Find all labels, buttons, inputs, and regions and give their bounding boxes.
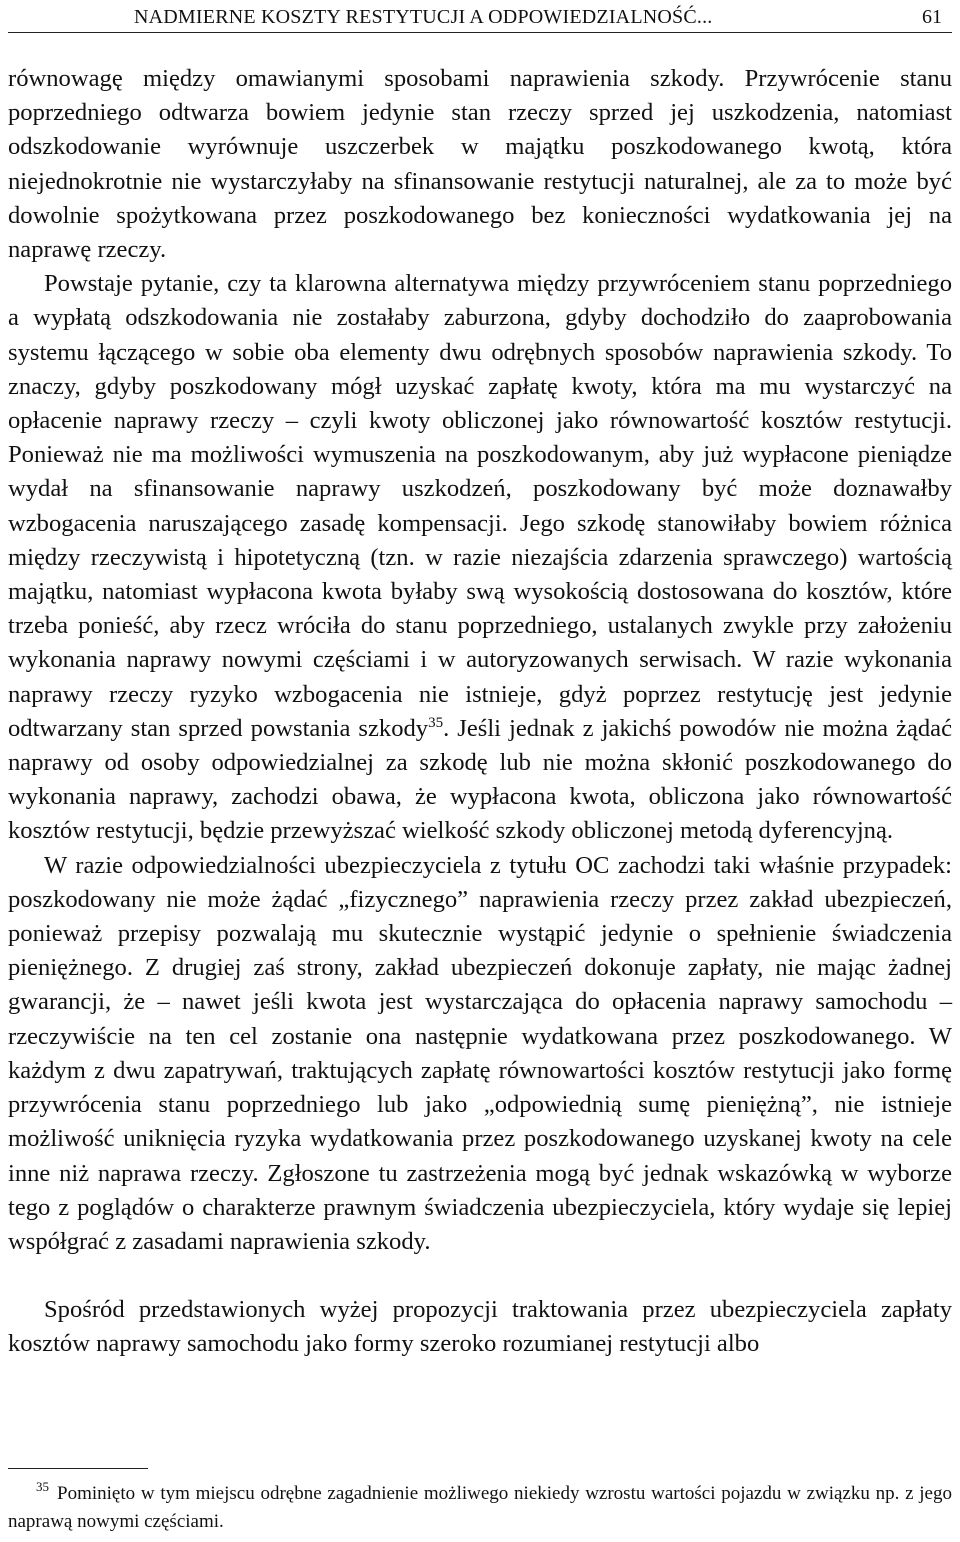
- running-title: NADMIERNE KOSZTY RESTYTUCJI A ODPOWIEDZIALNOŚĆ...: [134, 6, 713, 28]
- paragraph-4: Spośród przedstawionych wyżej propozycji traktowania przez ubezpieczyciela zapłaty kosztów naprawy samochodu jako formy szeroko rozumianej restytucji albo: [8, 1296, 952, 1358]
- paragraph-2: [8, 267, 952, 848]
- paragraph-2-part-b: . Jeśli jednak z jakichś powodów nie można żądać naprawy od osoby odpowiedzialnej za szkodę lub nie można skłonić poszkodowanego do wykonania naprawy, zachodzi obawa, że wypłacona kwota, obliczona jako równowartość kosztów restytucji, będzie przewyższać wielkość szkody obliczonej metodą dyferencyjną.: [8, 714, 952, 845]
- paragraph-3: W razie odpowiedzialności ubezpieczyciela z tytułu OC zachodzi taki właśnie przypadek: poszkodowany nie może żądać „fizycznego” naprawienia rzeczy przez zakład ubezpieczeń, ponieważ przepisy pozwalają mu skutecznie wystąpić jedynie o spełnienie świadczenia pieniężnego. Z drugiej zaś strony, zakład ubezpieczeń dokonuje zapłaty, nie mając żadnej gwarancji, że – nawet jeśli kwota jest wystarczająca do opłacenia naprawy samochodu – rzeczywiście na ten cel zostanie ona następnie wydatkowana przez poszkodowanego. W każdym z dwu zapatrywań, traktujących zapłatę równowartości kosztów restytucji jako formę przywrócenia stanu poprzedniego lub jako „odpowiednią sumę pieniężną”, nie istnieje możliwość uniknięcia ryzyka wydatkowania przez poszkodowanego uzyskanej kwoty na cele inne niż naprawa rzeczy. Zgłoszone tu zastrzeżenia mogą być jednak wskazówką w wyborze tego z poglądów o charakterze prawnym świadczenia ubezpieczyciela, który wydaje się lepiej współgrać z zasadami naprawienia szkody.: [8, 851, 952, 1255]
- paragraph-2-part-a: Powstaje pytanie, czy ta klarowna alternatywa między przywróceniem stanu poprzedniego a wypłatą odszkodowania nie zostałaby zaburzona, gdyby dochodziło do zaaprobowania systemu łączącego w sobie oba elementy dwu odrębnych sposobów naprawienia szkody. To znaczy, gdyby poszkodowany mógł uzyskać zapłatę kwoty, która ma mu wystarczyć na opłacenie naprawy rzeczy – czyli kwoty obliczonej jako równowartość kosztów restytucji. Ponieważ nie ma możliwości wymuszenia na poszkodowanym, aby już wypłacone pieniądze wydał na sfinansowanie naprawy uszkodzeń, poszkodowany być może doznawałby wzbogacenia naruszającego zasadę kompensacji. Jego szkodę stanowiłaby bowiem różnica między rzeczywistą i hipotetyczną (tzn. w razie niezajścia zdarzenia sprawczego) wartością majątku, natomiast wypłacona kwota byłaby swą wysokością dostosowana do kosztów, które trzeba ponieść, aby rzecz wróciła do stanu poprzedniego, ustalanych zwykle przy założeniu wykonania naprawy nowymi częściami i w autoryzowanych serwisach. W razie wykonania naprawy rzeczy ryzyko wzbogacenia nie istnieje, gdyż poprzez restytucję jest jedynie odtwarzany stan sprzed powstania szkody: [8, 270, 952, 742]
- footnote-text: Pominięto w tym miejscu odrębne zagadnienie możliwego niekiedy wzrostu wartości pojazdu w związku np. z jego naprawą nowymi częściami.: [8, 1483, 952, 1532]
- paragraph-continuation: równowagę między omawianymi sposobami naprawienia szkody. Przywrócenie stanu poprzedniego odtwarza bowiem jedynie stan rzeczy sprzed jej uszkodzenia, natomiast odszkodowanie wyrównuje uszczerbek w majątku poszkodowanego kwotą, która niejednokrotnie nie wystarczyłaby na sfinansowanie restytucji naturalnej, ale za to może być dowolnie spożytkowana przez poszkodowanego bez konieczności wydatkowania jej na naprawę rzeczy.: [8, 65, 952, 264]
- footnote: 35 Pominięto w tym miejscu odrębne zagadnienie możliwego niekiedy wzrostu wartości pojazdu w związku np. z jego naprawą nowymi częściami.: [8, 1479, 952, 1532]
- running-header: [8, 6, 952, 33]
- paragraph-spacer: [8, 1259, 952, 1293]
- footnote-reference: 35: [428, 714, 444, 731]
- page-number: 61: [922, 6, 942, 28]
- footnote-separator: [8, 1468, 148, 1469]
- body-text: [8, 62, 952, 1362]
